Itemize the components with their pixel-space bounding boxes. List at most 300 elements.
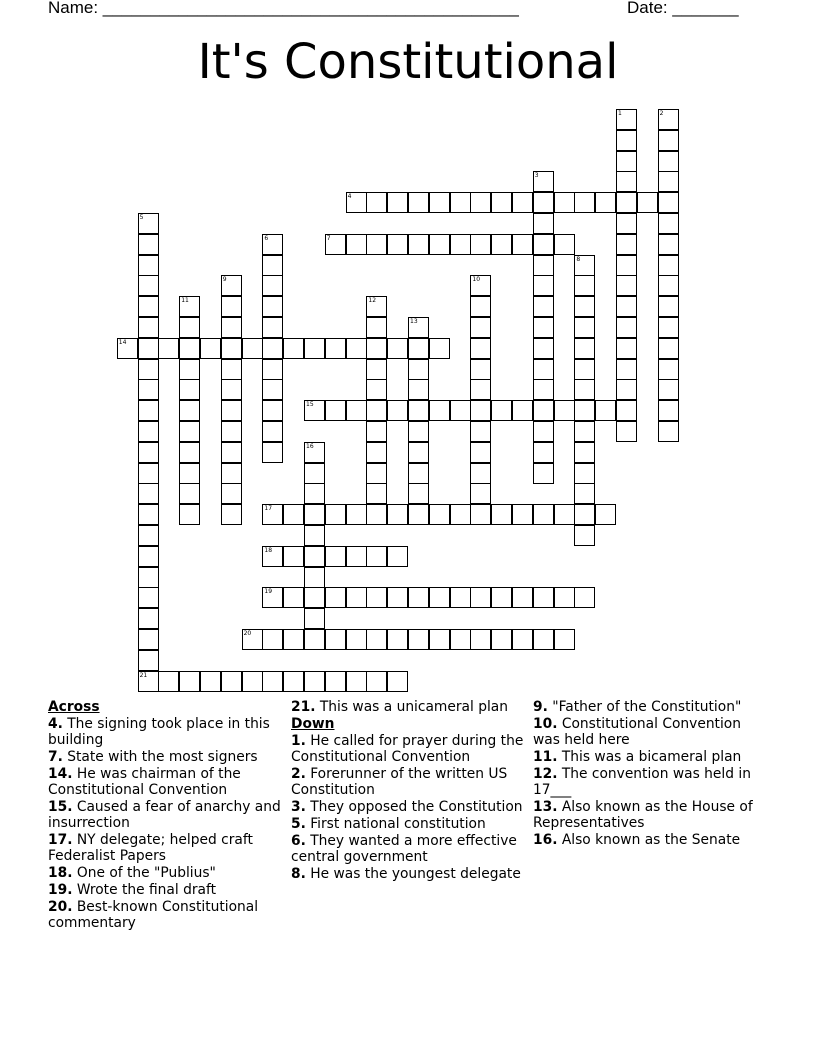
grid-cell[interactable] — [221, 379, 242, 400]
grid-cell[interactable] — [533, 338, 554, 359]
grid-cell[interactable] — [533, 629, 554, 650]
grid-cell[interactable] — [533, 442, 554, 463]
grid-cell[interactable] — [533, 359, 554, 380]
grid-cell[interactable] — [491, 629, 512, 650]
grid-cell[interactable] — [262, 379, 283, 400]
grid-cell[interactable] — [429, 400, 450, 421]
grid-cell[interactable] — [616, 130, 637, 151]
grid-cell[interactable] — [658, 379, 679, 400]
grid-cell[interactable] — [138, 608, 159, 629]
grid-cell[interactable] — [470, 629, 491, 650]
grid-cell[interactable] — [262, 338, 283, 359]
grid-cell[interactable] — [533, 192, 554, 213]
grid-cell[interactable] — [221, 504, 242, 525]
grid-cell[interactable] — [346, 504, 367, 525]
grid-cell[interactable] — [346, 192, 367, 213]
grid-cell[interactable] — [325, 234, 346, 255]
grid-cell[interactable] — [554, 192, 575, 213]
grid-cell[interactable] — [554, 629, 575, 650]
grid-cell[interactable] — [242, 629, 263, 650]
grid-cell[interactable] — [221, 463, 242, 484]
clue-number: 10 — [472, 276, 481, 284]
grid-cell[interactable] — [346, 629, 367, 650]
grid-cell[interactable] — [616, 151, 637, 172]
clue-number: 19 — [264, 588, 273, 596]
grid-cell[interactable] — [574, 483, 595, 504]
grid-cell[interactable] — [512, 234, 533, 255]
grid-cell[interactable] — [616, 275, 637, 296]
across-heading: Across — [48, 699, 100, 715]
grid-cell[interactable] — [346, 234, 367, 255]
grid-cell[interactable] — [346, 671, 367, 692]
grid-cell[interactable] — [179, 359, 200, 380]
grid-cell[interactable] — [574, 421, 595, 442]
grid-cell[interactable] — [138, 567, 159, 588]
clue-number-label: 13. — [533, 799, 558, 815]
grid-cell[interactable] — [387, 234, 408, 255]
grid-cell[interactable] — [158, 671, 179, 692]
grid-cell[interactable] — [616, 359, 637, 380]
grid-cell[interactable] — [408, 379, 429, 400]
grid-cell[interactable] — [512, 504, 533, 525]
grid-cell[interactable] — [470, 442, 491, 463]
grid-cell[interactable] — [637, 192, 658, 213]
grid-cell[interactable] — [616, 338, 637, 359]
grid-cell[interactable] — [533, 379, 554, 400]
grid-cell[interactable] — [554, 400, 575, 421]
grid-cell[interactable] — [616, 296, 637, 317]
clue-item: 4. The signing took place in this building — [48, 716, 270, 748]
grid-cell[interactable] — [616, 213, 637, 234]
grid-cell[interactable] — [138, 629, 159, 650]
grid-cell[interactable] — [658, 317, 679, 338]
grid-cell[interactable] — [574, 504, 595, 525]
grid-cell[interactable] — [658, 296, 679, 317]
grid-cell[interactable] — [616, 421, 637, 442]
grid-cell[interactable] — [533, 213, 554, 234]
grid-cell[interactable] — [366, 671, 387, 692]
grid-cell[interactable] — [366, 296, 387, 317]
grid-cell[interactable] — [179, 379, 200, 400]
grid-cell[interactable] — [408, 421, 429, 442]
grid-cell[interactable] — [221, 483, 242, 504]
grid-cell[interactable] — [470, 317, 491, 338]
grid-cell[interactable] — [470, 400, 491, 421]
grid-cell[interactable] — [304, 338, 325, 359]
grid-cell[interactable] — [429, 192, 450, 213]
grid-cell[interactable] — [366, 629, 387, 650]
clue-item: 10. Constitutional Convention was held here — [533, 716, 741, 748]
clue-item: 12. The convention was held in 17___ — [533, 766, 751, 798]
grid-cell[interactable] — [179, 483, 200, 504]
grid-cell[interactable] — [512, 192, 533, 213]
grid-cell[interactable] — [387, 629, 408, 650]
grid-cell[interactable] — [366, 379, 387, 400]
grid-cell[interactable] — [533, 421, 554, 442]
grid-cell[interactable] — [366, 192, 387, 213]
grid-cell[interactable] — [158, 338, 179, 359]
grid-cell[interactable] — [242, 338, 263, 359]
clue-number: 20 — [243, 630, 252, 637]
grid-cell[interactable] — [408, 463, 429, 484]
grid-cell[interactable] — [533, 587, 554, 608]
grid-cell[interactable] — [533, 275, 554, 296]
clue-number-label: 10. — [533, 716, 558, 732]
grid-cell[interactable] — [262, 275, 283, 296]
grid-cell[interactable] — [408, 442, 429, 463]
grid-cell[interactable] — [304, 629, 325, 650]
name-field[interactable]: Name: ____________________________________________ — [48, 0, 519, 17]
grid-cell[interactable] — [408, 629, 429, 650]
grid-cell[interactable] — [138, 587, 159, 608]
grid-cell[interactable] — [179, 338, 200, 359]
grid-cell[interactable] — [117, 338, 138, 359]
grid-cell[interactable] — [366, 317, 387, 338]
grid-cell[interactable] — [346, 587, 367, 608]
grid-cell[interactable] — [221, 359, 242, 380]
grid-cell[interactable] — [574, 275, 595, 296]
clue-number: 5 — [139, 214, 144, 221]
grid-cell[interactable] — [658, 421, 679, 442]
grid-cell[interactable] — [366, 587, 387, 608]
clue-number: 7 — [326, 234, 331, 242]
grid-cell[interactable] — [138, 650, 159, 671]
grid-cell[interactable] — [304, 567, 325, 588]
clue-number-label: 5. — [291, 816, 306, 832]
grid-cell[interactable] — [616, 317, 637, 338]
grid-cell[interactable] — [221, 442, 242, 463]
grid-cell[interactable] — [512, 629, 533, 650]
grid-cell[interactable] — [533, 504, 554, 525]
clue-item: 21. This was a unicameral plan — [291, 699, 508, 715]
grid-cell[interactable] — [450, 629, 471, 650]
grid-cell[interactable] — [616, 400, 637, 421]
grid-cell[interactable] — [138, 338, 159, 359]
grid-cell[interactable] — [304, 587, 325, 608]
grid-cell[interactable] — [325, 546, 346, 567]
grid-cell[interactable] — [325, 338, 346, 359]
grid-cell[interactable] — [221, 421, 242, 442]
grid-cell[interactable] — [262, 546, 283, 567]
grid-cell[interactable] — [574, 525, 595, 546]
grid-cell[interactable] — [138, 671, 159, 692]
grid-cell[interactable] — [533, 171, 554, 192]
grid-cell[interactable] — [179, 421, 200, 442]
grid-cell[interactable] — [408, 483, 429, 504]
grid-cell[interactable] — [387, 671, 408, 692]
grid-cell[interactable] — [304, 463, 325, 484]
grid-cell[interactable] — [138, 546, 159, 567]
grid-cell[interactable] — [366, 400, 387, 421]
grid-cell[interactable] — [616, 171, 637, 192]
grid-cell[interactable] — [366, 442, 387, 463]
clue-number-label: 9. — [533, 699, 548, 715]
grid-cell[interactable] — [262, 587, 283, 608]
grid-cell[interactable] — [574, 379, 595, 400]
grid-cell[interactable] — [366, 546, 387, 567]
grid-cell[interactable] — [138, 296, 159, 317]
grid-cell[interactable] — [574, 296, 595, 317]
grid-cell[interactable] — [574, 587, 595, 608]
grid-cell[interactable] — [512, 587, 533, 608]
clue-item: 20. Best-known Constitutional commentary — [48, 899, 259, 931]
grid-cell[interactable] — [346, 338, 367, 359]
grid-cell[interactable] — [470, 504, 491, 525]
grid-cell[interactable] — [533, 317, 554, 338]
grid-cell[interactable] — [595, 504, 616, 525]
grid-cell[interactable] — [283, 504, 304, 525]
grid-cell[interactable] — [658, 234, 679, 255]
grid-cell[interactable] — [366, 359, 387, 380]
grid-cell[interactable] — [574, 359, 595, 380]
grid-cell[interactable] — [138, 463, 159, 484]
grid-cell[interactable] — [387, 587, 408, 608]
grid-cell[interactable] — [408, 234, 429, 255]
grid-cell[interactable] — [574, 400, 595, 421]
grid-cell[interactable] — [533, 234, 554, 255]
clue-number-label: 6. — [291, 833, 306, 849]
grid-cell[interactable] — [450, 400, 471, 421]
grid-cell[interactable] — [138, 317, 159, 338]
grid-cell[interactable] — [387, 400, 408, 421]
grid-cell[interactable] — [346, 546, 367, 567]
grid-cell[interactable] — [658, 151, 679, 172]
grid-cell[interactable] — [658, 255, 679, 276]
grid-cell[interactable] — [262, 234, 283, 255]
grid-cell[interactable] — [533, 255, 554, 276]
grid-cell[interactable] — [658, 400, 679, 421]
grid-cell[interactable] — [616, 379, 637, 400]
clue-item: 17. NY delegate; helped craft Federalist Papers — [48, 832, 253, 864]
grid-cell[interactable] — [554, 587, 575, 608]
grid-cell[interactable] — [408, 504, 429, 525]
grid-cell[interactable] — [138, 421, 159, 442]
grid-cell[interactable] — [283, 338, 304, 359]
grid-cell[interactable] — [574, 192, 595, 213]
grid-cell[interactable] — [221, 296, 242, 317]
grid-cell[interactable] — [533, 400, 554, 421]
grid-cell[interactable] — [304, 504, 325, 525]
grid-cell[interactable] — [616, 109, 637, 130]
grid-cell[interactable] — [138, 213, 159, 234]
grid-cell[interactable] — [491, 192, 512, 213]
grid-cell[interactable] — [658, 171, 679, 192]
grid-cell[interactable] — [429, 587, 450, 608]
date-field[interactable]: Date: _______ — [627, 0, 739, 17]
grid-cell[interactable] — [304, 400, 325, 421]
grid-cell[interactable] — [366, 504, 387, 525]
grid-cell[interactable] — [387, 546, 408, 567]
clue-number: 8 — [576, 255, 581, 263]
grid-cell[interactable] — [450, 234, 471, 255]
grid-cell[interactable] — [470, 338, 491, 359]
grid-cell[interactable] — [304, 671, 325, 692]
grid-cell[interactable] — [366, 463, 387, 484]
clue-item: 11. This was a bicameral plan — [533, 749, 742, 765]
clue-number-label: 15. — [48, 799, 73, 815]
grid-cell[interactable] — [366, 234, 387, 255]
grid-cell[interactable] — [450, 504, 471, 525]
grid-cell[interactable] — [325, 671, 346, 692]
grid-cell[interactable] — [616, 255, 637, 276]
grid-cell[interactable] — [304, 608, 325, 629]
grid-cell[interactable] — [491, 587, 512, 608]
grid-cell[interactable] — [138, 275, 159, 296]
grid-cell[interactable] — [470, 587, 491, 608]
grid-cell[interactable] — [262, 296, 283, 317]
grid-cell[interactable] — [138, 442, 159, 463]
grid-cell[interactable] — [262, 400, 283, 421]
grid-cell[interactable] — [574, 338, 595, 359]
grid-cell[interactable] — [387, 338, 408, 359]
grid-cell[interactable] — [138, 359, 159, 380]
grid-cell[interactable] — [616, 192, 637, 213]
grid-cell[interactable] — [616, 234, 637, 255]
grid-cell[interactable] — [221, 671, 242, 692]
grid-cell[interactable] — [138, 400, 159, 421]
grid-cell[interactable] — [574, 442, 595, 463]
grid-cell[interactable] — [658, 109, 679, 130]
grid-cell[interactable] — [262, 421, 283, 442]
grid-cell[interactable] — [179, 400, 200, 421]
clue-number-label: 4. — [48, 716, 63, 732]
grid-cell[interactable] — [658, 338, 679, 359]
grid-cell[interactable] — [179, 296, 200, 317]
grid-cell[interactable] — [200, 671, 221, 692]
grid-cell[interactable] — [262, 317, 283, 338]
grid-cell[interactable] — [304, 525, 325, 546]
grid-cell[interactable] — [262, 255, 283, 276]
grid-cell[interactable] — [408, 587, 429, 608]
grid-cell[interactable] — [554, 504, 575, 525]
grid-cell[interactable] — [658, 130, 679, 151]
grid-cell[interactable] — [283, 587, 304, 608]
grid-cell[interactable] — [408, 359, 429, 380]
grid-cell[interactable] — [138, 255, 159, 276]
clue-number: 21 — [139, 671, 148, 679]
clue-number-label: 8. — [291, 866, 306, 882]
grid-cell[interactable] — [470, 192, 491, 213]
grid-cell[interactable] — [533, 463, 554, 484]
grid-cell[interactable] — [283, 629, 304, 650]
grid-cell[interactable] — [595, 400, 616, 421]
grid-cell[interactable] — [138, 379, 159, 400]
grid-cell[interactable] — [429, 234, 450, 255]
grid-cell[interactable] — [138, 504, 159, 525]
grid-cell[interactable] — [366, 421, 387, 442]
grid-cell[interactable] — [304, 546, 325, 567]
grid-cell[interactable] — [262, 442, 283, 463]
grid-cell[interactable] — [138, 525, 159, 546]
grid-cell[interactable] — [221, 400, 242, 421]
grid-cell[interactable] — [408, 317, 429, 338]
grid-cell[interactable] — [179, 463, 200, 484]
grid-cell[interactable] — [325, 629, 346, 650]
grid-cell[interactable] — [304, 483, 325, 504]
grid-cell[interactable] — [470, 234, 491, 255]
grid-cell[interactable] — [242, 671, 263, 692]
grid-cell[interactable] — [450, 587, 471, 608]
grid-cell[interactable] — [491, 234, 512, 255]
grid-cell[interactable] — [658, 359, 679, 380]
grid-cell[interactable] — [408, 192, 429, 213]
clue-item: 2. Forerunner of the written US Constitution — [291, 766, 508, 798]
grid-cell[interactable] — [491, 504, 512, 525]
grid-cell[interactable] — [595, 192, 616, 213]
grid-cell[interactable] — [470, 359, 491, 380]
clue-number: 3 — [534, 172, 539, 180]
grid-cell[interactable] — [304, 442, 325, 463]
grid-cell[interactable] — [470, 421, 491, 442]
grid-cell[interactable] — [179, 504, 200, 525]
grid-cell[interactable] — [429, 338, 450, 359]
grid-cell[interactable] — [429, 629, 450, 650]
clue-number: 16 — [306, 442, 314, 450]
grid-cell[interactable] — [366, 483, 387, 504]
grid-cell[interactable] — [408, 338, 429, 359]
grid-cell[interactable] — [387, 504, 408, 525]
grid-cell[interactable] — [658, 192, 679, 213]
grid-cell[interactable] — [179, 317, 200, 338]
grid-cell[interactable] — [450, 192, 471, 213]
grid-cell[interactable] — [262, 504, 283, 525]
grid-cell[interactable] — [429, 504, 450, 525]
grid-cell[interactable] — [200, 338, 221, 359]
down-heading: Down — [291, 716, 335, 732]
clue-item: 13. Also known as the House of Representatives — [533, 799, 753, 831]
grid-cell[interactable] — [512, 400, 533, 421]
grid-cell[interactable] — [221, 317, 242, 338]
grid-cell[interactable] — [658, 213, 679, 234]
grid-cell[interactable] — [138, 483, 159, 504]
grid-cell[interactable] — [574, 317, 595, 338]
grid-cell[interactable] — [346, 400, 367, 421]
grid-cell[interactable] — [470, 296, 491, 317]
clue-number-label: 14. — [48, 766, 73, 782]
grid-cell[interactable] — [658, 275, 679, 296]
grid-cell[interactable] — [470, 275, 491, 296]
grid-cell[interactable] — [325, 504, 346, 525]
grid-cell[interactable] — [262, 359, 283, 380]
clue-number: 9 — [222, 276, 227, 284]
grid-cell[interactable] — [179, 671, 200, 692]
grid-cell[interactable] — [221, 338, 242, 359]
grid-cell[interactable] — [138, 234, 159, 255]
grid-cell[interactable] — [533, 296, 554, 317]
grid-cell[interactable] — [221, 275, 242, 296]
grid-cell[interactable] — [408, 400, 429, 421]
grid-cell[interactable] — [387, 192, 408, 213]
grid-cell[interactable] — [262, 671, 283, 692]
clue-number-label: 19. — [48, 882, 73, 898]
grid-cell[interactable] — [574, 255, 595, 276]
grid-cell[interactable] — [325, 400, 346, 421]
grid-cell[interactable] — [283, 671, 304, 692]
grid-cell[interactable] — [179, 442, 200, 463]
grid-cell[interactable] — [470, 463, 491, 484]
grid-cell[interactable] — [283, 546, 304, 567]
clues-column-3 — [533, 699, 768, 849]
grid-cell[interactable] — [554, 234, 575, 255]
grid-cell[interactable] — [470, 379, 491, 400]
grid-cell[interactable] — [325, 587, 346, 608]
grid-cell[interactable] — [366, 338, 387, 359]
grid-cell[interactable] — [491, 400, 512, 421]
grid-cell[interactable] — [574, 463, 595, 484]
grid-cell[interactable] — [470, 483, 491, 504]
clue-item: 3. They opposed the Constitution — [291, 799, 523, 815]
grid-cell[interactable] — [262, 629, 283, 650]
